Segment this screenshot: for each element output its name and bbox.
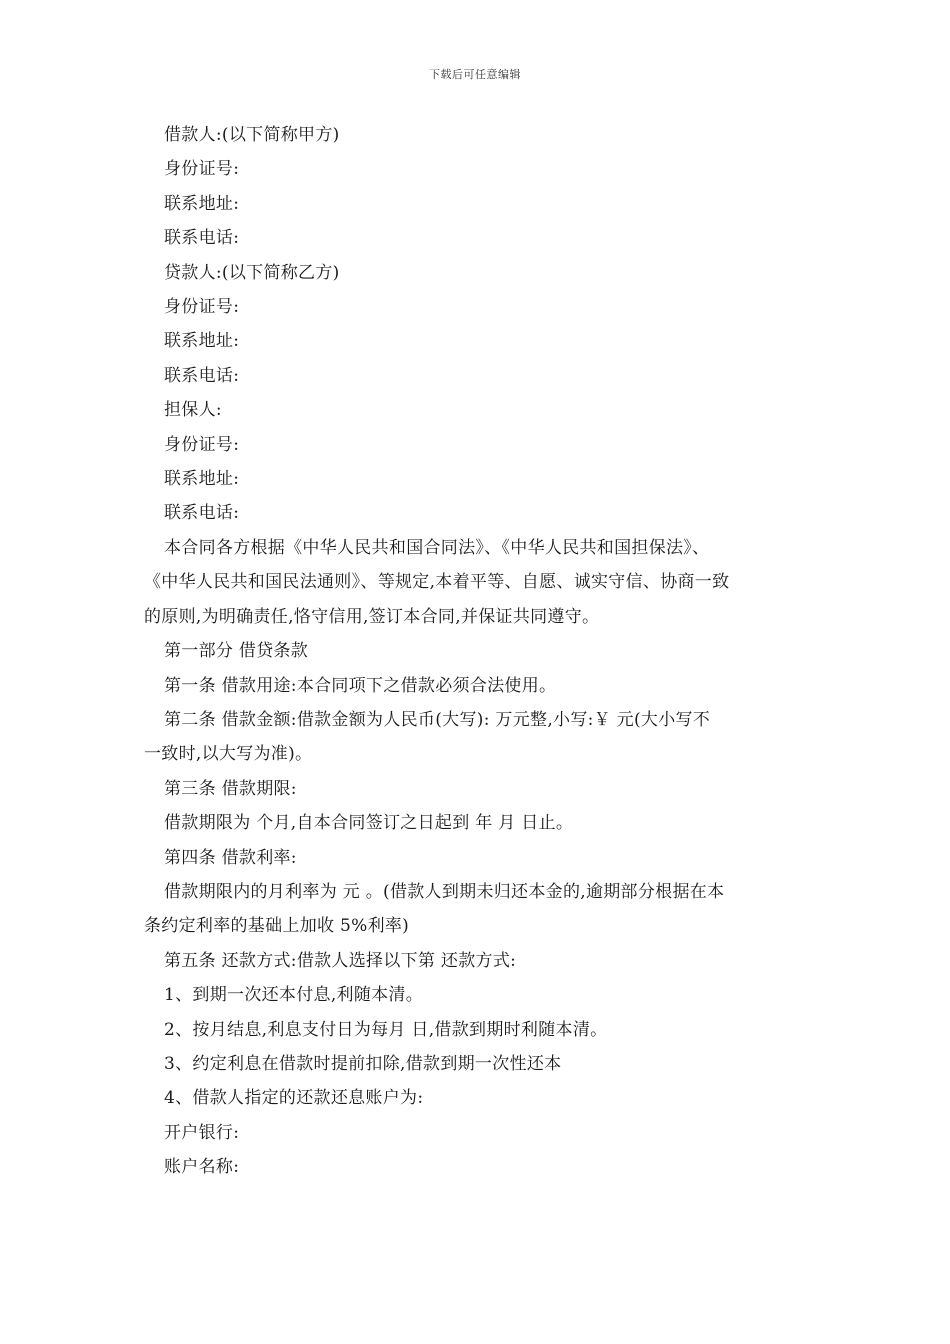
preamble-line: 本合同各方根据《中华人民共和国合同法》、《中华人民共和国担保法》、 bbox=[164, 537, 710, 558]
article-1: 第一条 借款用途:本合同项下之借款必须合法使用。 bbox=[164, 675, 557, 696]
article-4-title: 第四条 借款利率: bbox=[164, 847, 297, 868]
article-4-body bbox=[144, 875, 809, 944]
repayment-option-1: 1、到期一次还本付息,利随本清。 bbox=[164, 985, 424, 1006]
preamble-line: 的原则,为明确责任,恪守信用,签订本合同,并保证共同遵守。 bbox=[144, 606, 600, 627]
lender-line: 贷款人:(以下简称乙方) bbox=[164, 262, 340, 283]
bank-line: 开户银行: bbox=[164, 1122, 240, 1143]
preamble-paragraph bbox=[144, 531, 809, 634]
borrower-phone-line: 联系电话: bbox=[164, 228, 240, 249]
guarantor-phone-line: 联系电话: bbox=[164, 503, 240, 524]
lender-address-line: 联系地址: bbox=[164, 331, 240, 352]
document-body bbox=[144, 118, 809, 1185]
lender-phone-line: 联系电话: bbox=[164, 365, 240, 386]
borrower-id-line: 身份证号: bbox=[164, 159, 240, 180]
article-5-title: 第五条 还款方式:借款人选择以下第 还款方式: bbox=[164, 950, 517, 971]
article-2-line: 第二条 借款金额:借款金额为人民币(大写): 万元整,小写:￥ 元(大小写不 bbox=[164, 709, 711, 730]
preamble-line: 《中华人民共和国民法通则》、等规定,本着平等、自愿、诚实守信、协商一致 bbox=[144, 572, 730, 593]
article-4-line: 条约定利率的基础上加收 5%利率) bbox=[144, 916, 410, 937]
guarantor-address-line: 联系地址: bbox=[164, 469, 240, 490]
article-2 bbox=[144, 703, 809, 772]
article-3-title: 第三条 借款期限: bbox=[164, 778, 297, 799]
article-2-line: 一致时,以大写为准)。 bbox=[144, 744, 313, 765]
repayment-option-4: 4、借款人指定的还款还息账户为: bbox=[164, 1088, 424, 1109]
guarantor-id-line: 身份证号: bbox=[164, 434, 240, 455]
repayment-option-3: 3、约定利息在借款时提前扣除,借款到期一次性还本 bbox=[164, 1053, 562, 1074]
borrower-line: 借款人:(以下简称甲方) bbox=[164, 125, 340, 145]
account-name-line: 账户名称: bbox=[164, 1157, 240, 1178]
part1-title: 第一部分 借贷条款 bbox=[164, 641, 309, 662]
borrower-address-line: 联系地址: bbox=[164, 193, 240, 214]
lender-id-line: 身份证号: bbox=[164, 297, 240, 318]
repayment-option-2: 2、按月结息,利息支付日为每月 日,借款到期时利随本清。 bbox=[164, 1019, 608, 1040]
guarantor-line: 担保人: bbox=[164, 400, 222, 421]
page-header: 下载后可任意编辑 bbox=[429, 68, 521, 81]
article-3-body: 借款期限为 个月,自本合同签订之日起到 年 月 日止。 bbox=[164, 813, 574, 834]
article-4-line: 借款期限内的月利率为 元 。(借款人到期未归还本金的,逾期部分根据在本 bbox=[164, 881, 725, 902]
